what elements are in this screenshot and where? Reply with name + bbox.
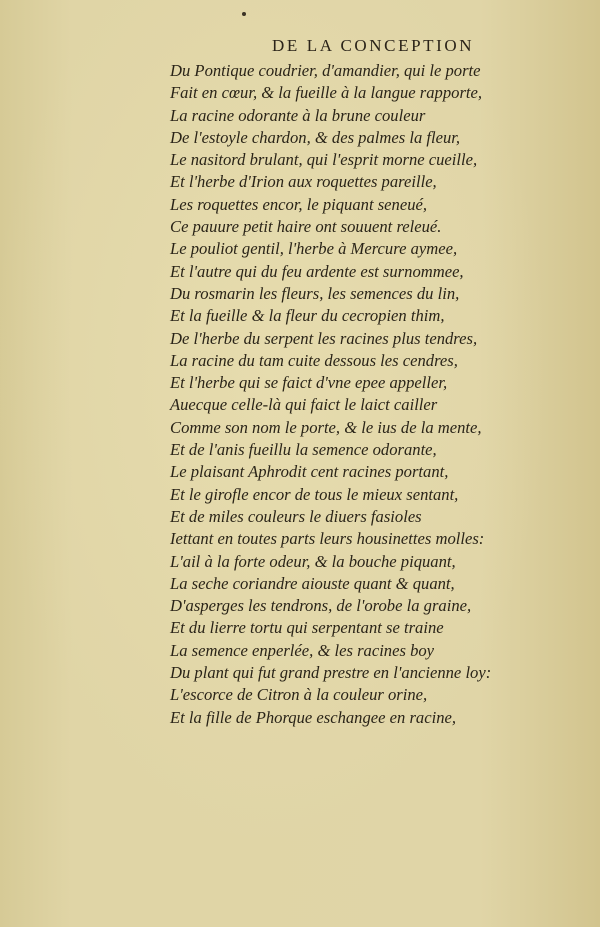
verse-line: Et le girofle encor de tous le mieux sentant, <box>170 484 459 504</box>
verse-line: Le plaisant Aphrodit cent racines portant, <box>170 462 449 482</box>
verse-line: Et de miles couleurs le diuers fasioles <box>170 506 422 526</box>
verse-line: Fait en cœur, & la fueille à la langue rapporte, <box>170 83 483 103</box>
verse-line: Le nasitord brulant, qui l'esprit morne cueille, <box>170 150 478 170</box>
verse-line: D'asperges les tendrons, de l'orobe la graine, <box>170 596 472 616</box>
verse-line: Et de l'anis fueillu la semence odorante, <box>170 440 437 460</box>
verse-line: Et la fille de Phorque eschangee en racine, <box>170 707 456 727</box>
verse-line: L'ail à la forte odeur, & la bouche piquant, <box>170 551 456 571</box>
verse-line: Du plant qui fut grand prestre en l'ancienne loy: <box>170 663 492 683</box>
verse-line: Comme son nom le porte, & le ius de la mente, <box>170 417 482 437</box>
verse-line: La semence enperlée, & les racines boy <box>170 640 435 660</box>
ink-dot <box>242 12 246 16</box>
running-head: DE LA CONCEPTION <box>272 36 475 55</box>
verse-line: La seche coriandre aiouste quant & quant, <box>170 573 455 593</box>
verse-line: Du Pontique coudrier, d'amandier, qui le porte <box>170 61 481 80</box>
verse-line: De l'herbe du serpent les racines plus tendres, <box>170 328 478 348</box>
verse-line: Et l'herbe qui se faict d'vne epee appeller, <box>170 373 448 393</box>
verse-line: La racine du tam cuite dessous les cendres, <box>170 350 458 370</box>
verse-line: De l'estoyle chardon, & des palmes la fleur, <box>170 127 461 147</box>
verse-line: Et l'autre qui du feu ardente est surnommee, <box>170 261 464 281</box>
verse-line: Du rosmarin les fleurs, les semences du lin, <box>170 283 460 303</box>
verse-line: Le pouliot gentil, l'herbe à Mercure aymee, <box>170 239 458 259</box>
verse-line: Et l'herbe d'Irion aux roquettes pareille, <box>170 172 437 192</box>
verse-line: Et du lierre tortu qui serpentant se traine <box>170 618 444 638</box>
verse-line: Et la fueille & la fleur du cecropien thim, <box>170 306 445 326</box>
verse-line: Auecque celle-là qui faict le laict cailler <box>170 395 438 415</box>
verse-line: Iettant en toutes parts leurs housinettes molles: <box>170 529 485 549</box>
verse-line: Ce pauure petit haire ont souuent releué. <box>170 217 442 237</box>
verse-line: L'escorce de Citron à la couleur orine, <box>170 685 428 705</box>
poem-verses <box>170 60 590 729</box>
verse-line: Les roquettes encor, le piquant seneué, <box>170 194 427 214</box>
verse-line: La racine odorante à la brune couleur <box>170 105 426 125</box>
